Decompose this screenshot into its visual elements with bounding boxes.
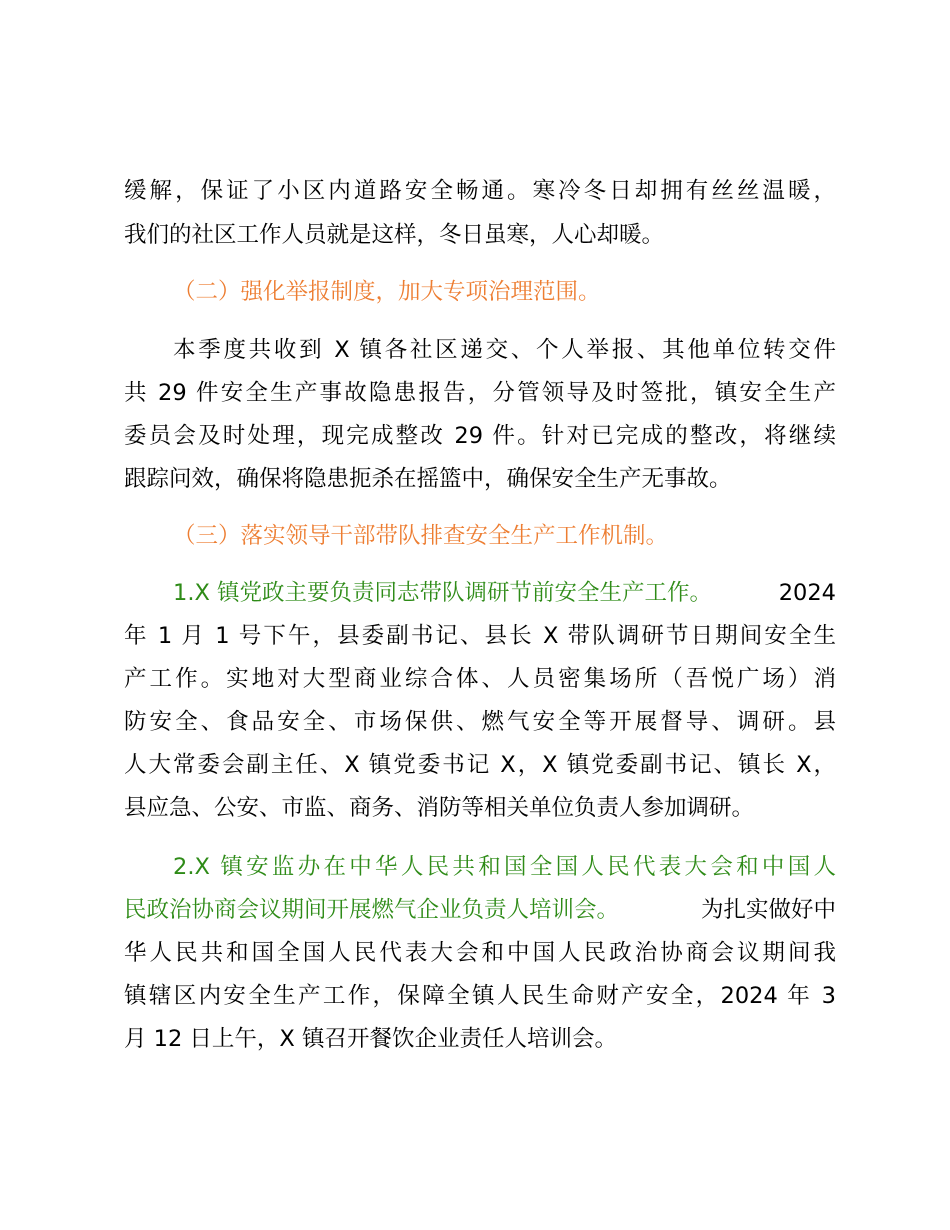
paragraph-line: 人大常委会副主任、X 镇党委书记 X，X 镇党委副书记、镇长 X， [124, 752, 836, 778]
paragraph-line: 月 12 日上午，X 镇召开餐饮企业责任人培训会。 [124, 1026, 618, 1052]
item-1-title: 1.X 镇党政主要负责同志带队调研节前安全生产工作。 [173, 580, 713, 606]
paragraph-line: 产工作。实地对大型商业综合体、人员密集场所（吾悦广场）消 [124, 666, 836, 692]
section-heading-2: （二）强化举报制度，加大专项治理范围。 [173, 279, 601, 305]
item-2-title-line-1: 2.X 镇安监办在中华人民共和国全国人民代表大会和中国人 [173, 854, 836, 880]
item-2-title-line-2: 民政治协商会议期间开展燃气企业负责人培训会。 [124, 897, 620, 923]
paragraph-line: 共 29 件安全生产事故隐患报告，分管领导及时签批，镇安全生产 [124, 380, 836, 406]
item-1-first-line-tail: 2024 [778, 580, 836, 606]
item-2-second-line [124, 894, 836, 926]
section-heading-3: （三）落实领导干部带队排查安全生产工作机制。 [173, 523, 669, 549]
paragraph-line: 年 1 月 1 号下午，县委副书记、县长 X 带队调研节日期间安全生 [124, 623, 836, 649]
item-1-first-line [173, 577, 836, 609]
paragraph-line: 县应急、公安、市监、商务、消防等相关单位负责人参加调研。 [124, 795, 755, 821]
paragraph-line: 华人民共和国全国人民代表大会和中国人民政治协商会议期间我 [124, 940, 836, 966]
item-2-title-line-2-tail: 为扎实做好中 [700, 897, 836, 923]
paragraph-line: 缓解，保证了小区内道路安全畅通。寒冷冬日却拥有丝丝温暖， [124, 178, 836, 204]
paragraph-line: 防安全、食品安全、市场保供、燃气安全等开展督导、调研。县 [124, 709, 836, 735]
paragraph-line: 委员会及时处理，现完成整改 29 件。针对已完成的整改，将继续 [124, 423, 836, 449]
paragraph-line: 镇辖区内安全生产工作，保障全镇人民生命财产安全，2024 年 3 [124, 983, 836, 1009]
paragraph-line: 本季度共收到 X 镇各社区递交、个人举报、其他单位转交件 [173, 337, 836, 363]
paragraph-line: 跟踪问效，确保将隐患扼杀在摇篮中，确保安全生产无事故。 [124, 466, 732, 492]
paragraph-line: 我们的社区工作人员就是这样，冬日虽寒，人心却暖。 [124, 222, 665, 248]
